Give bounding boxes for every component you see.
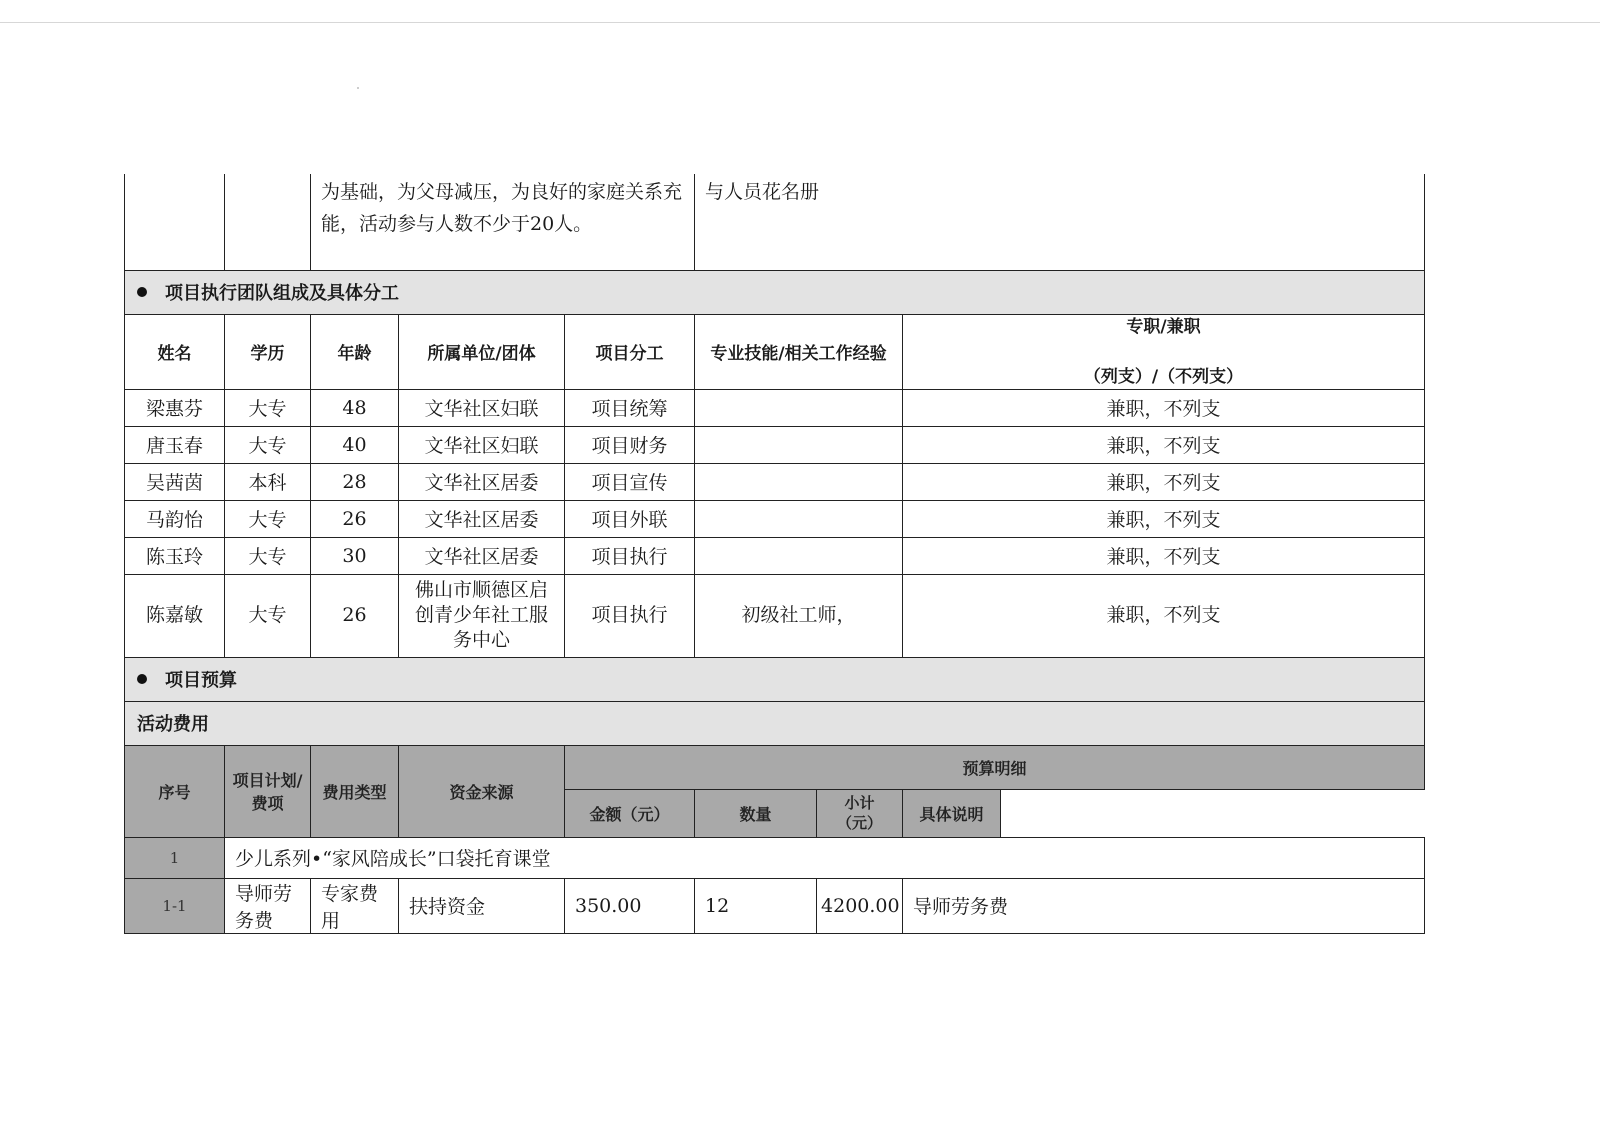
col-plan: 项目计划/费项 bbox=[225, 745, 311, 837]
member-skills bbox=[695, 537, 903, 574]
member-name: 吴茜茵 bbox=[125, 463, 225, 500]
group-no: 1 bbox=[125, 837, 225, 878]
col-note: 具体说明 bbox=[903, 789, 1001, 837]
member-unit: 文华社区妇联 bbox=[399, 426, 565, 463]
item-no: 1-1 bbox=[125, 878, 225, 933]
member-fulltime: 兼职，不列支 bbox=[903, 426, 1425, 463]
member-skills bbox=[695, 463, 903, 500]
group-title: 少儿系列•“家风陪成长”口袋托育课堂 bbox=[225, 837, 1425, 878]
member-fulltime: 兼职，不列支 bbox=[903, 537, 1425, 574]
col-no: 序号 bbox=[125, 745, 225, 837]
member-role: 项目外联 bbox=[565, 500, 695, 537]
item-plan: 导师劳务费 bbox=[225, 878, 311, 933]
budget-section-header bbox=[125, 657, 1425, 701]
member-age: 26 bbox=[311, 574, 399, 657]
col-unit: 所属单位/团体 bbox=[399, 314, 565, 389]
member-skills: 初级社工师， bbox=[695, 574, 903, 657]
item-note: 导师劳务费 bbox=[903, 878, 1425, 933]
team-member-row bbox=[125, 463, 1425, 500]
budget-item-row bbox=[125, 878, 1425, 933]
member-skills bbox=[695, 389, 903, 426]
activity-cost-header bbox=[125, 701, 1425, 745]
member-age: 48 bbox=[311, 389, 399, 426]
bullet-icon bbox=[137, 674, 147, 684]
member-unit: 文华社区居委 bbox=[399, 537, 565, 574]
col-role: 项目分工 bbox=[565, 314, 695, 389]
col-age: 年龄 bbox=[311, 314, 399, 389]
member-age: 26 bbox=[311, 500, 399, 537]
col-fulltime-line2: （列支）/（不列支） bbox=[1083, 366, 1244, 387]
member-age: 30 bbox=[311, 537, 399, 574]
team-member-row bbox=[125, 574, 1425, 657]
continued-cell-blank-2 bbox=[225, 174, 311, 270]
member-fulltime: 兼职，不列支 bbox=[903, 574, 1425, 657]
team-header-row bbox=[125, 314, 1425, 389]
col-skills: 专业技能/相关工作经验 bbox=[695, 314, 903, 389]
col-subtotal bbox=[817, 789, 903, 837]
member-name: 陈玉玲 bbox=[125, 537, 225, 574]
member-education: 大专 bbox=[225, 537, 311, 574]
form-table bbox=[124, 174, 1425, 934]
member-education: 本科 bbox=[225, 463, 311, 500]
page-top-rule bbox=[0, 22, 1600, 23]
team-section-title: 项目执行团队组成及具体分工 bbox=[165, 283, 399, 304]
member-skills bbox=[695, 500, 903, 537]
col-type: 费用类型 bbox=[311, 745, 399, 837]
col-subtotal-line1: 小计 bbox=[844, 794, 875, 812]
item-type: 专家费用 bbox=[311, 878, 399, 933]
member-fulltime: 兼职，不列支 bbox=[903, 389, 1425, 426]
member-fulltime: 兼职，不列支 bbox=[903, 463, 1425, 500]
member-role: 项目统筹 bbox=[565, 389, 695, 426]
col-amount: 金额（元） bbox=[565, 789, 695, 837]
member-education: 大专 bbox=[225, 389, 311, 426]
budget-group-row bbox=[125, 837, 1425, 878]
member-unit: 佛山市顺德区启创青少年社工服务中心 bbox=[399, 574, 565, 657]
item-amount: 350.00 bbox=[565, 878, 695, 933]
col-education: 学历 bbox=[225, 314, 311, 389]
member-role: 项目执行 bbox=[565, 537, 695, 574]
member-age: 28 bbox=[311, 463, 399, 500]
member-education: 大专 bbox=[225, 426, 311, 463]
continued-goal-row bbox=[125, 174, 1425, 270]
member-unit: 文华社区居委 bbox=[399, 500, 565, 537]
member-education: 大专 bbox=[225, 574, 311, 657]
continued-goal-text: 为基础，为父母减压，为良好的家庭关系充能，活动参与人数不少于20人。 bbox=[311, 174, 695, 270]
col-subtotal-line2: （元） bbox=[837, 814, 883, 832]
continued-cell-blank-1 bbox=[125, 174, 225, 270]
member-role: 项目执行 bbox=[565, 574, 695, 657]
budget-section-title: 项目预算 bbox=[165, 670, 237, 691]
col-fulltime bbox=[903, 314, 1425, 389]
team-member-row bbox=[125, 537, 1425, 574]
member-fulltime: 兼职，不列支 bbox=[903, 500, 1425, 537]
member-education: 大专 bbox=[225, 500, 311, 537]
col-detail-group: 预算明细 bbox=[565, 745, 1425, 789]
col-qty: 数量 bbox=[695, 789, 817, 837]
budget-header-row-1 bbox=[125, 745, 1425, 789]
member-skills bbox=[695, 426, 903, 463]
activity-cost-title: 活动费用 bbox=[125, 701, 1425, 745]
member-name: 陈嘉敏 bbox=[125, 574, 225, 657]
item-subtotal: 4200.00 bbox=[817, 878, 903, 933]
application-form-sheet bbox=[124, 174, 1424, 934]
member-age: 40 bbox=[311, 426, 399, 463]
member-name: 唐玉春 bbox=[125, 426, 225, 463]
bullet-icon bbox=[137, 287, 147, 297]
item-source: 扶持资金 bbox=[399, 878, 565, 933]
team-member-row bbox=[125, 426, 1425, 463]
member-role: 项目宣传 bbox=[565, 463, 695, 500]
col-source: 资金来源 bbox=[399, 745, 565, 837]
member-name: 梁惠芬 bbox=[125, 389, 225, 426]
col-fulltime-line1: 专职/兼职 bbox=[1126, 316, 1201, 337]
col-name: 姓名 bbox=[125, 314, 225, 389]
team-section-header bbox=[125, 270, 1425, 314]
team-member-row bbox=[125, 389, 1425, 426]
team-member-row bbox=[125, 500, 1425, 537]
member-unit: 文华社区妇联 bbox=[399, 389, 565, 426]
member-name: 马韵怡 bbox=[125, 500, 225, 537]
continued-evidence-text: 与人员花名册 bbox=[695, 174, 1425, 270]
item-qty: 12 bbox=[695, 878, 817, 933]
member-unit: 文华社区居委 bbox=[399, 463, 565, 500]
scan-speck bbox=[357, 87, 359, 89]
member-role: 项目财务 bbox=[565, 426, 695, 463]
